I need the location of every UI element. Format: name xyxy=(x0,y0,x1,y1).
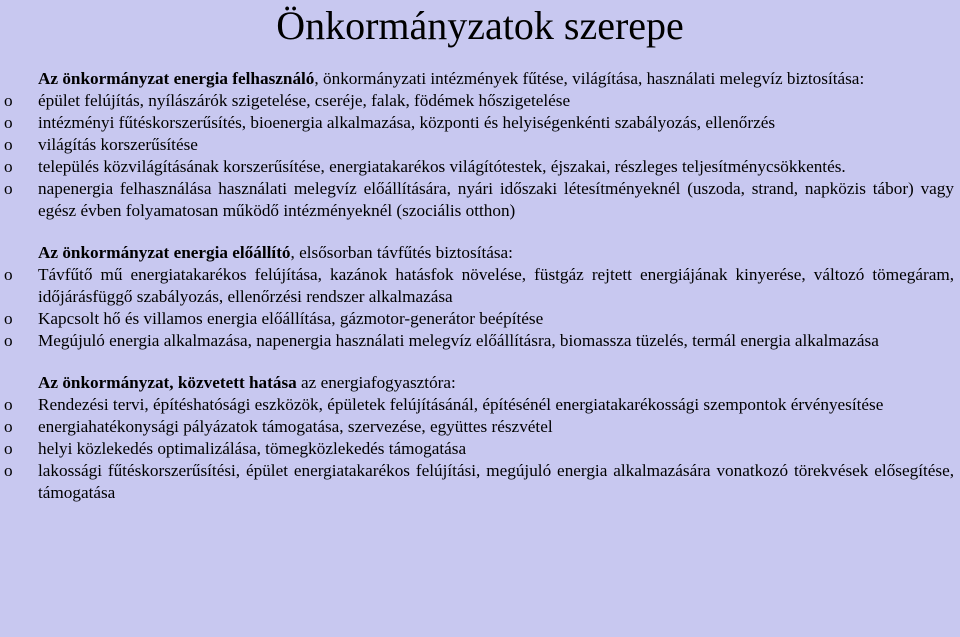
list-item xyxy=(4,438,956,460)
list-item-text: Kapcsolt hő és villamos energia előállítása, gázmotor-generátor beépítése xyxy=(38,309,544,328)
bullet-icon: o xyxy=(4,417,13,436)
list-item xyxy=(4,156,956,178)
heading-bold: Az önkormányzat, közvetett hatása xyxy=(38,373,297,392)
list-item xyxy=(4,308,956,330)
section-indirect-effect xyxy=(4,372,956,504)
list-item-text: épület felújítás, nyílászárók szigetelése, cseréje, falak, födémek hőszigetelése xyxy=(38,91,571,110)
bullet-icon: o xyxy=(4,157,13,176)
list-item-text: energiahatékonysági pályázatok támogatása, szervezése, együttes részvétel xyxy=(38,417,553,436)
list-item xyxy=(4,460,956,504)
section-heading xyxy=(4,372,956,394)
heading-bold: Az önkormányzat energia előállító xyxy=(38,243,291,262)
heading-bold: Az önkormányzat energia felhasználó xyxy=(38,69,315,88)
list-item xyxy=(4,330,956,352)
section-energy-consumer xyxy=(4,68,956,222)
list-item xyxy=(4,178,956,222)
list-item-text: lakossági fűtéskorszerűsítési, épület energiatakarékos felújítási, megújuló energia alkalmazására vonatkozó törekvések elősegítése, támogatása xyxy=(38,461,954,502)
list-item-text: Megújuló energia alkalmazása, napenergia használati melegvíz előállításra, biomassza tüzelés, termál energia alkalmazása xyxy=(38,331,879,350)
bullet-icon: o xyxy=(4,113,13,132)
bullet-icon: o xyxy=(4,91,13,110)
list-item-text: világítás korszerűsítése xyxy=(38,135,198,154)
slide-title: Önkormányzatok szerepe xyxy=(276,3,684,48)
list-item-text: település közvilágításának korszerűsítése, energiatakarékos világítótestek, éjszakai, részleges teljesítménycsökkentés. xyxy=(38,157,846,176)
section-energy-producer xyxy=(4,242,956,352)
list-item xyxy=(4,264,956,308)
bullet-icon: o xyxy=(4,309,13,328)
list-item-text: intézményi fűtéskorszerűsítés, bioenergia alkalmazása, központi és helyiségenkénti szabályozás, ellenőrzés xyxy=(38,113,776,132)
list-item xyxy=(4,394,956,416)
list-item xyxy=(4,112,956,134)
bullet-icon: o xyxy=(4,135,13,154)
list-item xyxy=(4,416,956,438)
bullet-icon: o xyxy=(4,265,13,284)
list-item xyxy=(4,90,956,112)
list-item xyxy=(4,134,956,156)
heading-text: az energiafogyasztóra: xyxy=(296,373,456,392)
bullet-icon: o xyxy=(4,439,13,458)
list-item-text: helyi közlekedés optimalizálása, tömegközlekedés támogatása xyxy=(38,439,467,458)
heading-text: , önkormányzati intézmények fűtése, világítása, használati melegvíz biztosítása: xyxy=(314,69,865,88)
heading-text: , elsősorban távfűtés biztosítása: xyxy=(290,243,513,262)
bullet-icon: o xyxy=(4,461,13,480)
list-item-text: Rendezési tervi, építéshatósági eszközök, épületek felújításánál, építésénél energiatakarékossági szempontok érvényesítése xyxy=(38,395,884,414)
section-heading xyxy=(4,242,956,264)
section-heading xyxy=(4,68,956,90)
list-item-text: napenergia felhasználása használati melegvíz előállítására, nyári időszaki létesítményeknél (uszoda, strand, napközis tábor) vagy egész évben folyamatosan működő intézményeknél (szociális otthon) xyxy=(38,179,954,220)
list-item-text: Távfűtő mű energiatakarékos felújítása, kazánok hatásfok növelése, füstgáz rejtett energiájának kinyerése, változó tömegáram, időjárásfüggő szabályozás, ellenőrzési rendszer alkalmazása xyxy=(38,265,954,306)
slide-content xyxy=(4,68,956,504)
bullet-icon: o xyxy=(4,179,13,198)
bullet-icon: o xyxy=(4,395,13,414)
bullet-icon: o xyxy=(4,331,13,350)
